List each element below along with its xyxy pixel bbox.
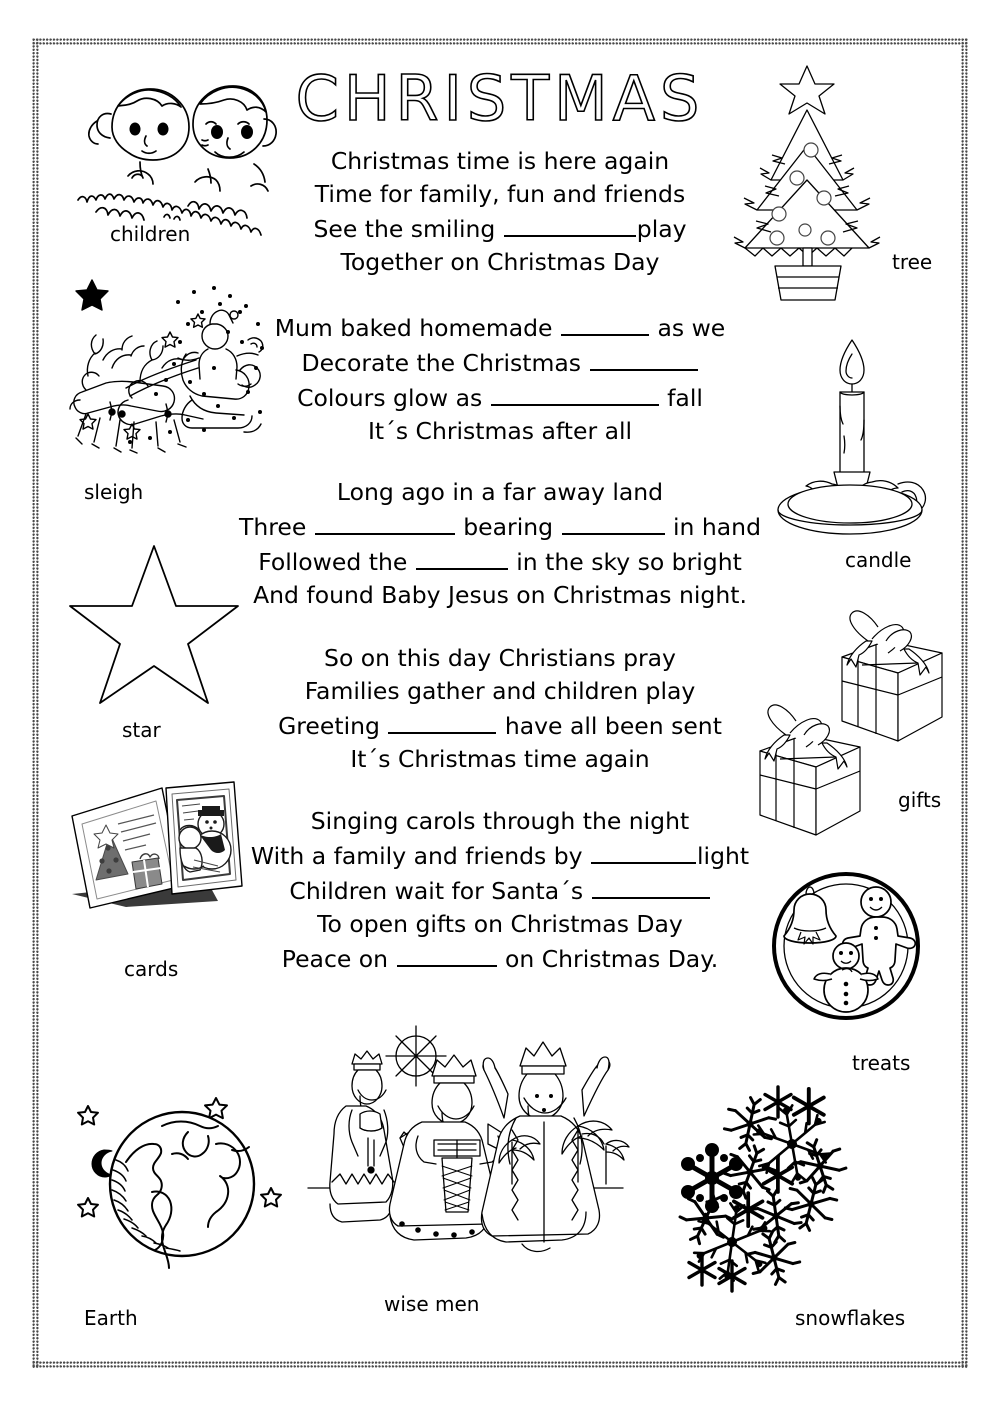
lyric-text: Mum baked homemade xyxy=(274,313,560,342)
lyric-line xyxy=(280,145,720,178)
border-right-edge xyxy=(961,38,968,1368)
tree-illustration xyxy=(735,62,890,300)
label-candle: candle xyxy=(845,548,912,572)
lyric-text: in hand xyxy=(665,512,761,541)
lyric-line xyxy=(280,211,720,246)
lyric-text: See the smiling xyxy=(313,214,503,243)
fill-in-blank[interactable] xyxy=(388,708,496,734)
label-children: children xyxy=(110,222,191,246)
lyric-line xyxy=(240,873,760,908)
lyric-text: Together on Christmas Day xyxy=(340,247,660,276)
lyric-text: Singing carols through the night xyxy=(310,807,690,835)
lyric-line xyxy=(260,642,740,675)
lyric-text: To open gifts on Christmas Day xyxy=(317,909,683,938)
border-left-edge xyxy=(32,38,39,1368)
lyric-text: in the sky so bright xyxy=(508,547,742,576)
fill-in-blank[interactable] xyxy=(416,544,508,570)
lyric-text: With a family and friends by xyxy=(250,841,591,870)
label-earth: Earth xyxy=(84,1306,138,1330)
page-title: CHRISTMAS xyxy=(295,62,705,135)
lyric-text: Families gather and children play xyxy=(304,677,696,705)
candle-illustration xyxy=(770,332,935,527)
sleigh-illustration xyxy=(70,272,270,467)
lyric-text: have all been sent xyxy=(497,711,722,740)
verse-5 xyxy=(240,805,760,976)
lyric-text: fall xyxy=(659,383,703,412)
lyric-text: It´s Christmas time again xyxy=(350,744,650,773)
lyric-text: as we xyxy=(649,313,726,342)
lyric-line xyxy=(260,380,740,415)
lyric-text: It´s Christmas after all xyxy=(367,416,633,445)
label-star: star xyxy=(122,718,161,742)
verse-2 xyxy=(260,310,740,448)
lyric-line xyxy=(280,178,720,211)
lyric-text: Colours glow as xyxy=(297,383,490,412)
fill-in-blank[interactable] xyxy=(591,838,696,864)
fill-in-blank[interactable] xyxy=(491,380,659,406)
lyric-text: And found Baby Jesus on Christmas night. xyxy=(253,580,747,609)
fill-in-blank[interactable] xyxy=(590,345,698,371)
lyric-line xyxy=(260,345,740,380)
fill-in-blank[interactable] xyxy=(315,509,455,535)
lyric-text: Greeting xyxy=(278,711,388,740)
lyric-text: So on this day Christians pray xyxy=(324,644,676,672)
label-gifts: gifts xyxy=(898,788,942,812)
snowflakes-illustration xyxy=(680,1082,900,1287)
fill-in-blank[interactable] xyxy=(562,509,665,535)
lyric-text: Followed the xyxy=(258,547,415,576)
lyric-line xyxy=(210,509,790,544)
lyric-line xyxy=(240,838,760,873)
lyric-text: play xyxy=(636,214,687,243)
lyric-line xyxy=(260,310,740,345)
lyric-text: Three xyxy=(239,512,314,541)
border-bottom-edge xyxy=(32,1361,968,1368)
lyric-line xyxy=(210,579,790,612)
label-wise-men: wise men xyxy=(384,1292,480,1316)
lyric-line xyxy=(280,246,720,279)
verse-4 xyxy=(260,642,740,776)
lyric-line xyxy=(260,675,740,708)
lyric-text: Time for family, fun and friends xyxy=(314,180,686,208)
children-illustration xyxy=(68,72,280,222)
lyric-line xyxy=(210,476,790,509)
lyric-text: Decorate the Christmas xyxy=(301,348,589,377)
lyric-text: Peace on xyxy=(281,944,396,973)
lyric-line xyxy=(210,544,790,579)
lyric-text: on Christmas Day. xyxy=(497,944,719,973)
lyric-line xyxy=(260,708,740,743)
lyric-text: Long ago in a far away land xyxy=(336,478,664,506)
fill-in-blank[interactable] xyxy=(592,873,710,899)
earth-illustration xyxy=(66,1088,296,1293)
lyric-text: bearing xyxy=(455,512,561,541)
border-top-edge xyxy=(32,38,968,45)
fill-in-blank[interactable] xyxy=(504,211,636,237)
fill-in-blank[interactable] xyxy=(397,941,497,967)
label-sleigh: sleigh xyxy=(84,480,144,504)
lyric-line xyxy=(240,908,760,941)
verse-1 xyxy=(280,145,720,279)
lyric-text: Children wait for Santa´s xyxy=(289,876,591,905)
lyric-line xyxy=(260,743,740,776)
label-snowflakes: snowflakes xyxy=(795,1306,906,1330)
label-tree: tree xyxy=(892,250,933,274)
lyric-line xyxy=(240,805,760,838)
wise-men-illustration xyxy=(308,1018,623,1278)
label-treats: treats xyxy=(852,1051,911,1075)
fill-in-blank[interactable] xyxy=(561,310,649,336)
cards-illustration xyxy=(66,768,256,933)
lyric-text: Christmas time is here again xyxy=(330,147,670,175)
treats-illustration xyxy=(766,868,926,1028)
lyric-line xyxy=(260,415,740,448)
gifts-illustration xyxy=(762,605,957,815)
lyric-text: light xyxy=(697,841,750,870)
label-cards: cards xyxy=(124,957,179,981)
verse-3 xyxy=(210,476,790,612)
lyric-line xyxy=(240,941,760,976)
